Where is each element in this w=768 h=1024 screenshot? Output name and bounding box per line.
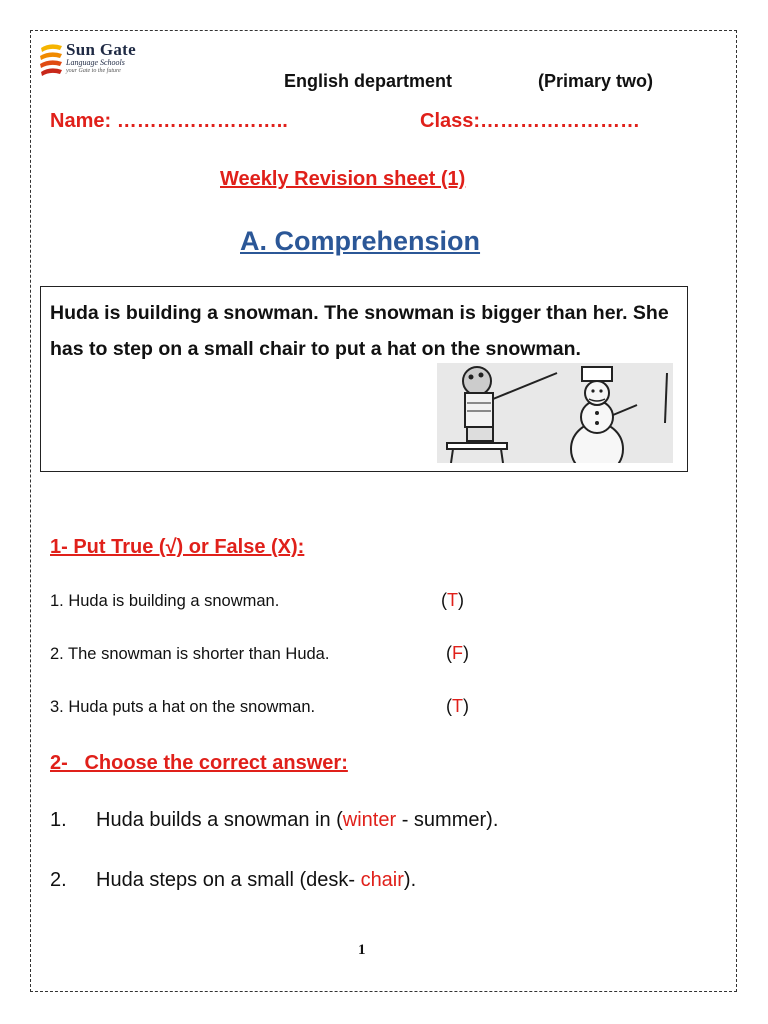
sun-gate-logo-icon — [38, 40, 64, 80]
class-field: Class:…………………… — [420, 110, 641, 132]
choice-answer: winter — [342, 809, 397, 831]
sheet-title: Weekly Revision sheet (1) — [220, 168, 466, 190]
story-text: Huda is building a snowman. The snowman is bigger than her. She has to step on a small chair to put a hat on the snowman. — [50, 302, 669, 360]
tf-answer-value: T — [452, 696, 463, 716]
section-heading — [240, 226, 480, 257]
logo-subtitle: Language Schools — [66, 58, 125, 67]
tf-answer-2: (F) — [446, 643, 469, 663]
grade-label: (Primary two) — [538, 71, 654, 91]
true-false-heading: 1- Put True (√) or False (X): — [50, 536, 305, 558]
section-title-text: Comprehension — [274, 226, 481, 256]
tf-answer-value: F — [452, 643, 463, 663]
choice-number-1: 1. — [50, 809, 67, 831]
logo-name: Sun Gate — [66, 40, 136, 59]
snowman-illustration-icon — [437, 363, 673, 463]
choice-item-1: Huda builds a snowman in (winter - summer). — [96, 809, 499, 831]
department-label: English department — [284, 71, 453, 91]
choice-number-2: 2. — [50, 869, 67, 891]
tf-statement-3: 3. Huda puts a hat on the snowman. — [50, 698, 316, 716]
choose-heading: 2- Choose the correct answer: — [50, 752, 348, 774]
tf-statement-1: 1. Huda is building a snowman. — [50, 592, 280, 610]
choice-answer: chair — [360, 869, 404, 891]
page-number: 1 — [358, 942, 366, 958]
tf-statement-2: 2. The snowman is shorter than Huda. — [50, 645, 330, 663]
name-field: Name: …………………….. — [50, 110, 288, 132]
tf-answer-1: (T) — [441, 590, 464, 610]
school-logo — [38, 40, 158, 80]
logo-tagline: your Gate to the future — [66, 68, 121, 74]
choice-item-2: Huda steps on a small (desk- chair). — [96, 869, 417, 891]
tf-answer-3: (T) — [446, 696, 469, 716]
tf-answer-value: T — [447, 590, 458, 610]
section-letter: A. — [240, 226, 267, 256]
story-box — [40, 286, 688, 472]
